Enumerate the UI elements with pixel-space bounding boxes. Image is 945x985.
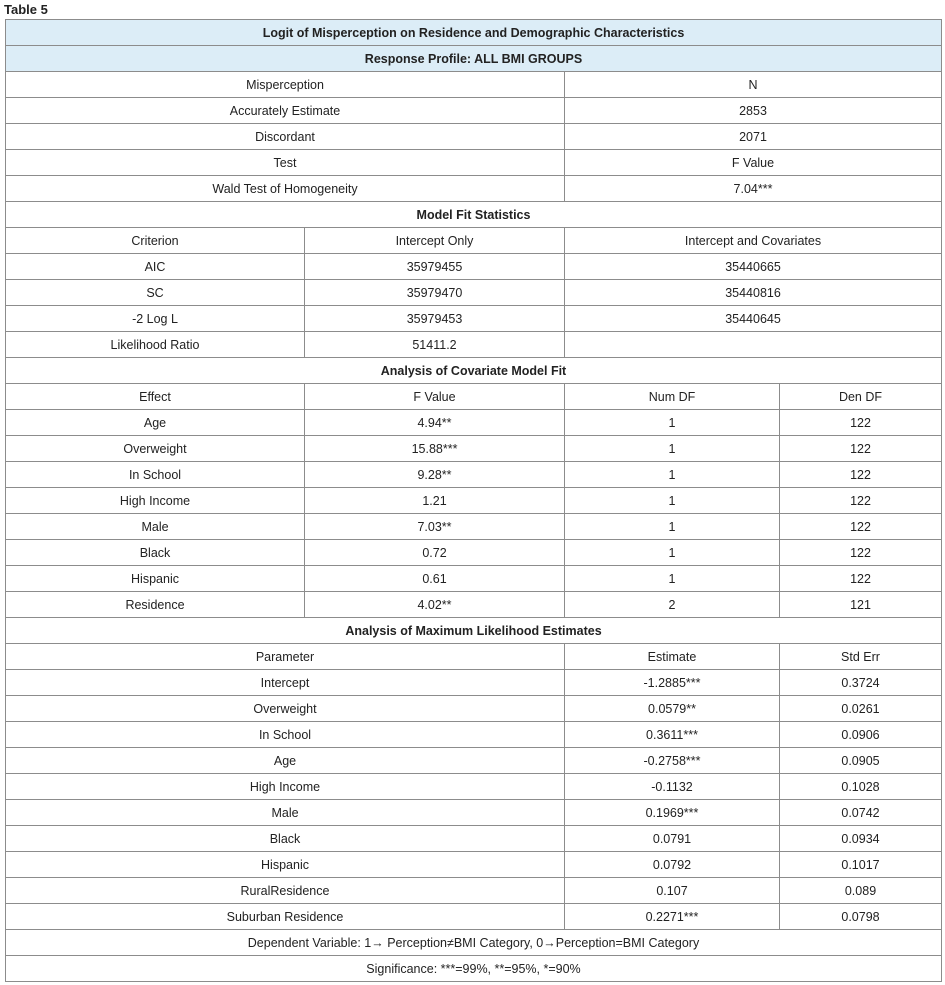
mle-cell: 0.107 [565,878,780,904]
mle-cell: Suburban Residence [6,904,565,930]
results-table [5,19,942,982]
covariate-cell: 7.03** [305,514,565,540]
mle-cell: 0.0261 [780,696,942,722]
covariate-cell: 1 [565,410,780,436]
dependent-variable-note: Dependent Variable: 1→ Perception≠BMI Category, 0→Perception=BMI Category [6,930,942,956]
mle-row [6,696,942,722]
fit-cell: 35440816 [565,280,942,306]
covariate-cell: 9.28** [305,462,565,488]
covariate-cell: High Income [6,488,305,514]
covariate-row [6,488,942,514]
covariate-cell: 122 [780,514,942,540]
covariate-cell: 1 [565,436,780,462]
mle-cell: 0.089 [780,878,942,904]
fit-cell: 51411.2 [305,332,565,358]
mle-header-cell: Std Err [780,644,942,670]
mle-cell: 0.0798 [780,904,942,930]
wald-test-value: 7.04*** [565,176,942,202]
covariate-cell: 1 [565,514,780,540]
covariate-cell: 1 [565,488,780,514]
mle-cell: 0.2271*** [565,904,780,930]
covariate-header-cell: Num DF [565,384,780,410]
mle-cell: 0.0579** [565,696,780,722]
covariate-fit-title: Analysis of Covariate Model Fit [6,358,942,384]
mle-cell: Intercept [6,670,565,696]
covariate-cell: 121 [780,592,942,618]
mle-row [6,748,942,774]
covariate-row [6,566,942,592]
mle-cell: -1.2885*** [565,670,780,696]
table-body [6,20,942,982]
mle-row [6,774,942,800]
mle-cell: High Income [6,774,565,800]
test-header: Test [6,150,565,176]
mle-row [6,852,942,878]
covariate-cell: Age [6,410,305,436]
fit-cell: 35440665 [565,254,942,280]
covariate-cell: 4.94** [305,410,565,436]
mle-row [6,904,942,930]
mle-title: Analysis of Maximum Likelihood Estimates [6,618,942,644]
f-value-header: F Value [565,150,942,176]
fit-cell: 35979455 [305,254,565,280]
mle-row [6,722,942,748]
covariate-cell: 122 [780,540,942,566]
covariate-cell: 4.02** [305,592,565,618]
covariate-cell: 122 [780,410,942,436]
covariate-cell: 1 [565,566,780,592]
response-count: 2071 [565,124,942,150]
model-fit-title: Model Fit Statistics [6,202,942,228]
covariate-header-cell: Effect [6,384,305,410]
covariate-cell: 1.21 [305,488,565,514]
response-label: Accurately Estimate [6,98,565,124]
covariate-cell: 122 [780,436,942,462]
mle-cell: 0.1028 [780,774,942,800]
fit-header-cell: Intercept and Covariates [565,228,942,254]
fit-cell: Likelihood Ratio [6,332,305,358]
mle-cell: Hispanic [6,852,565,878]
covariate-cell: 1 [565,462,780,488]
n-header: N [565,72,942,98]
covariate-cell: 122 [780,566,942,592]
covariate-cell: 122 [780,488,942,514]
fit-header-cell: Criterion [6,228,305,254]
table-title: Logit of Misperception on Residence and Demographic Characteristics [6,20,942,46]
table-caption: Table 5 [4,2,48,17]
mle-cell: Male [6,800,565,826]
mle-header-cell: Parameter [6,644,565,670]
mle-header-cell: Estimate [565,644,780,670]
covariate-cell: Black [6,540,305,566]
mle-cell: In School [6,722,565,748]
covariate-cell: 2 [565,592,780,618]
mle-cell: 0.0906 [780,722,942,748]
fit-cell [565,332,942,358]
fit-cell: 35979470 [305,280,565,306]
mle-row [6,826,942,852]
covariate-row [6,592,942,618]
covariate-cell: 0.61 [305,566,565,592]
covariate-cell: Overweight [6,436,305,462]
covariate-cell: 1 [565,540,780,566]
covariate-cell: 15.88*** [305,436,565,462]
fit-cell: 35979453 [305,306,565,332]
covariate-header-cell: F Value [305,384,565,410]
fit-header-cell: Intercept Only [305,228,565,254]
fit-cell: 35440645 [565,306,942,332]
covariate-cell: Residence [6,592,305,618]
fit-cell: -2 Log L [6,306,305,332]
mle-cell: 0.0934 [780,826,942,852]
fit-cell: SC [6,280,305,306]
mle-cell: 0.0905 [780,748,942,774]
mle-cell: 0.0792 [565,852,780,878]
mle-cell: -0.2758*** [565,748,780,774]
mle-cell: 0.3611*** [565,722,780,748]
mle-cell: 0.1969*** [565,800,780,826]
response-profile-title: Response Profile: ALL BMI GROUPS [6,46,942,72]
covariate-cell: Male [6,514,305,540]
covariate-header-cell: Den DF [780,384,942,410]
covariate-cell: Hispanic [6,566,305,592]
mle-cell: 0.3724 [780,670,942,696]
mle-cell: -0.1132 [565,774,780,800]
mle-cell: 0.1017 [780,852,942,878]
mle-cell: RuralResidence [6,878,565,904]
significance-note: Significance: ***=99%, **=95%, *=90% [6,956,942,982]
mle-cell: 0.0791 [565,826,780,852]
mle-row [6,670,942,696]
covariate-row [6,436,942,462]
response-label: Discordant [6,124,565,150]
mle-row [6,800,942,826]
response-count: 2853 [565,98,942,124]
covariate-row [6,514,942,540]
mle-cell: Age [6,748,565,774]
covariate-row [6,540,942,566]
covariate-row [6,410,942,436]
covariate-cell: 0.72 [305,540,565,566]
covariate-row [6,462,942,488]
mle-row [6,878,942,904]
mle-cell: Black [6,826,565,852]
covariate-cell: In School [6,462,305,488]
covariate-cell: 122 [780,462,942,488]
misperception-header: Misperception [6,72,565,98]
mle-cell: 0.0742 [780,800,942,826]
mle-cell: Overweight [6,696,565,722]
wald-test-label: Wald Test of Homogeneity [6,176,565,202]
fit-cell: AIC [6,254,305,280]
